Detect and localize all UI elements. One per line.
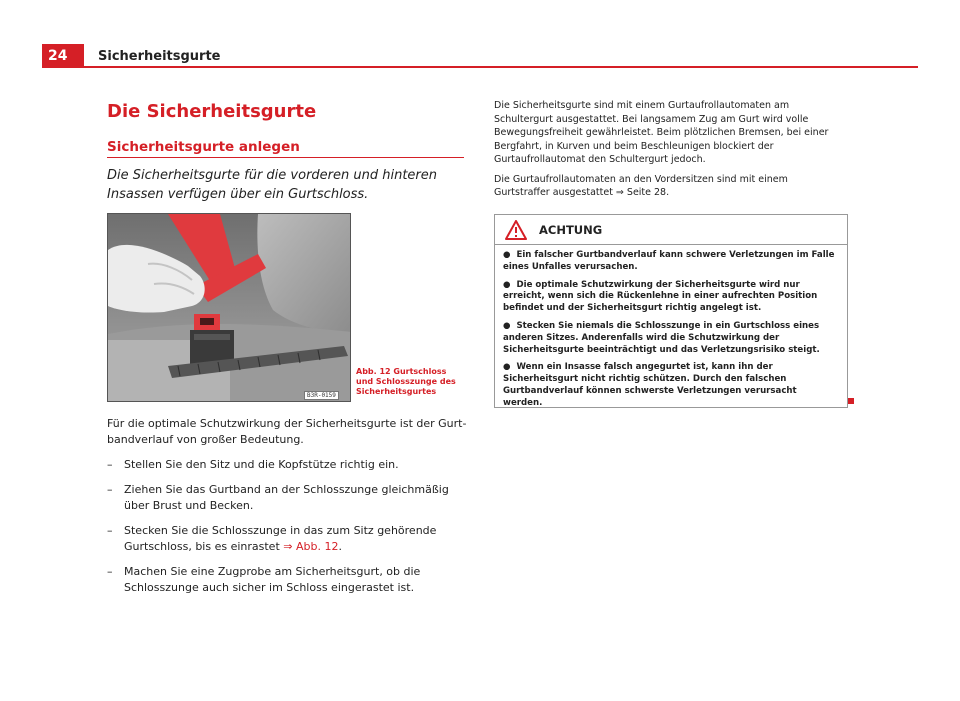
- step-item: [107, 482, 467, 514]
- belt-tensioner-paragraph: Die Gurtaufrollautomaten an den Vordersitzen sind mit einem Gurtstraffer ausgestattet ⇒ Seite 28.: [494, 173, 788, 198]
- seatbelt-buckle-photo: [107, 213, 351, 402]
- belt-retractor-paragraph: Die Sicherheitsgurte sind mit einem Gurtaufrollautomaten am Schultergurt ausgestattet. Bei langsamem Zug am Gurt wird volle Bewegungsfreiheit gewährleistet. Beim plötzlichen Bremsen, bei einer Bergfahrt, in Kurven und beim Beschleunigen blockiert der Gurtaufrollautomat den Schultergurt jedoch.: [494, 100, 829, 165]
- lead-text: Die Sicherheitsgurte für die vorderen und hinteren Insassen verfügen über ein Gurtschloss.: [107, 168, 438, 202]
- section-heading: Die Sicherheitsgurte: [107, 101, 317, 122]
- section-end-marker: [848, 398, 854, 404]
- step-text: Machen Sie eine Zugprobe am Sicherheitsgurt, ob die Schlosszunge auch sicher im Schloss eingerastet ist.: [124, 565, 421, 594]
- warning-item: [503, 321, 839, 356]
- step-item: [107, 457, 467, 473]
- figure-code: B3R-0159: [304, 391, 339, 400]
- figure-cross-reference-link[interactable]: ⇒ Abb. 12: [283, 540, 339, 553]
- warning-item: [503, 280, 839, 315]
- page-number: 24: [42, 44, 84, 68]
- step-end: .: [338, 540, 342, 553]
- step-text: Ziehen Sie das Gurtband an der Schlosszunge gleichmäßig über Brust und Becken.: [124, 483, 449, 512]
- warning-title: ACHTUNG: [539, 223, 603, 237]
- intro-paragraph: Für die optimale Schutzwirkung der Sicherheitsgurte ist der Gurtbandverlauf von großer Bedeutung.: [107, 417, 467, 446]
- warning-body: [495, 245, 847, 410]
- figure-caption: Abb. 12 Gurtschloss und Schlosszunge des Sicherheitsgurtes: [356, 367, 456, 396]
- warning-item: [503, 362, 839, 409]
- header-rule: [84, 66, 918, 68]
- warning-box: [494, 214, 848, 408]
- step-dash: –: [107, 458, 113, 471]
- right-column: [494, 99, 844, 206]
- step-dash: –: [107, 565, 113, 578]
- subsection-rule: [107, 157, 464, 158]
- bullet: ●: [503, 320, 511, 331]
- instructions: [107, 416, 467, 605]
- bullet: ●: [503, 279, 511, 290]
- warning-text: Die optimale Schutzwirkung der Sicherheitsgurte wird nur erreicht, wenn sich die Rückenlehne in einer aufrechten Position befindet und der Sicherheitsgurt richtig angelegt ist.: [503, 279, 818, 314]
- running-header-title: Sicherheitsgurte: [98, 49, 221, 64]
- step-text: Stecken Sie die Schlosszunge in das zum Sitz gehörende Gurtschloss, bis es einrastet: [124, 524, 437, 553]
- warning-header: [495, 215, 847, 245]
- step-dash: –: [107, 524, 113, 537]
- warning-item: [503, 250, 839, 274]
- step-item: [107, 523, 467, 555]
- bullet: ●: [503, 250, 511, 260]
- warning-text: Stecken Sie niemals die Schlosszunge in ein Gurtschloss eines anderen Sitzes. Anderenfalls wird die Schutzwirkung der Sicherheitsgurte beeinträchtigt und das Verletzungsrisiko steigt.: [503, 320, 820, 355]
- step-dash: –: [107, 483, 113, 496]
- subsection-heading: Sicherheitsgurte anlegen: [107, 139, 300, 155]
- step-text: Stellen Sie den Sitz und die Kopfstütze richtig ein.: [124, 458, 399, 471]
- step-item: [107, 564, 467, 596]
- warning-text: Ein falscher Gurtbandverlauf kann schwere Verletzungen im Falle eines Unfalles verursachen.: [503, 250, 835, 272]
- warning-triangle-icon: [505, 220, 527, 240]
- warning-text: Wenn ein Insasse falsch angegurtet ist, kann ihn der Sicherheitsgurt nicht richtig schützen. Durch den falschen Gurtbandverlauf können schwerste Verletzungen verursacht werden.: [503, 362, 797, 408]
- bullet: ●: [503, 362, 511, 373]
